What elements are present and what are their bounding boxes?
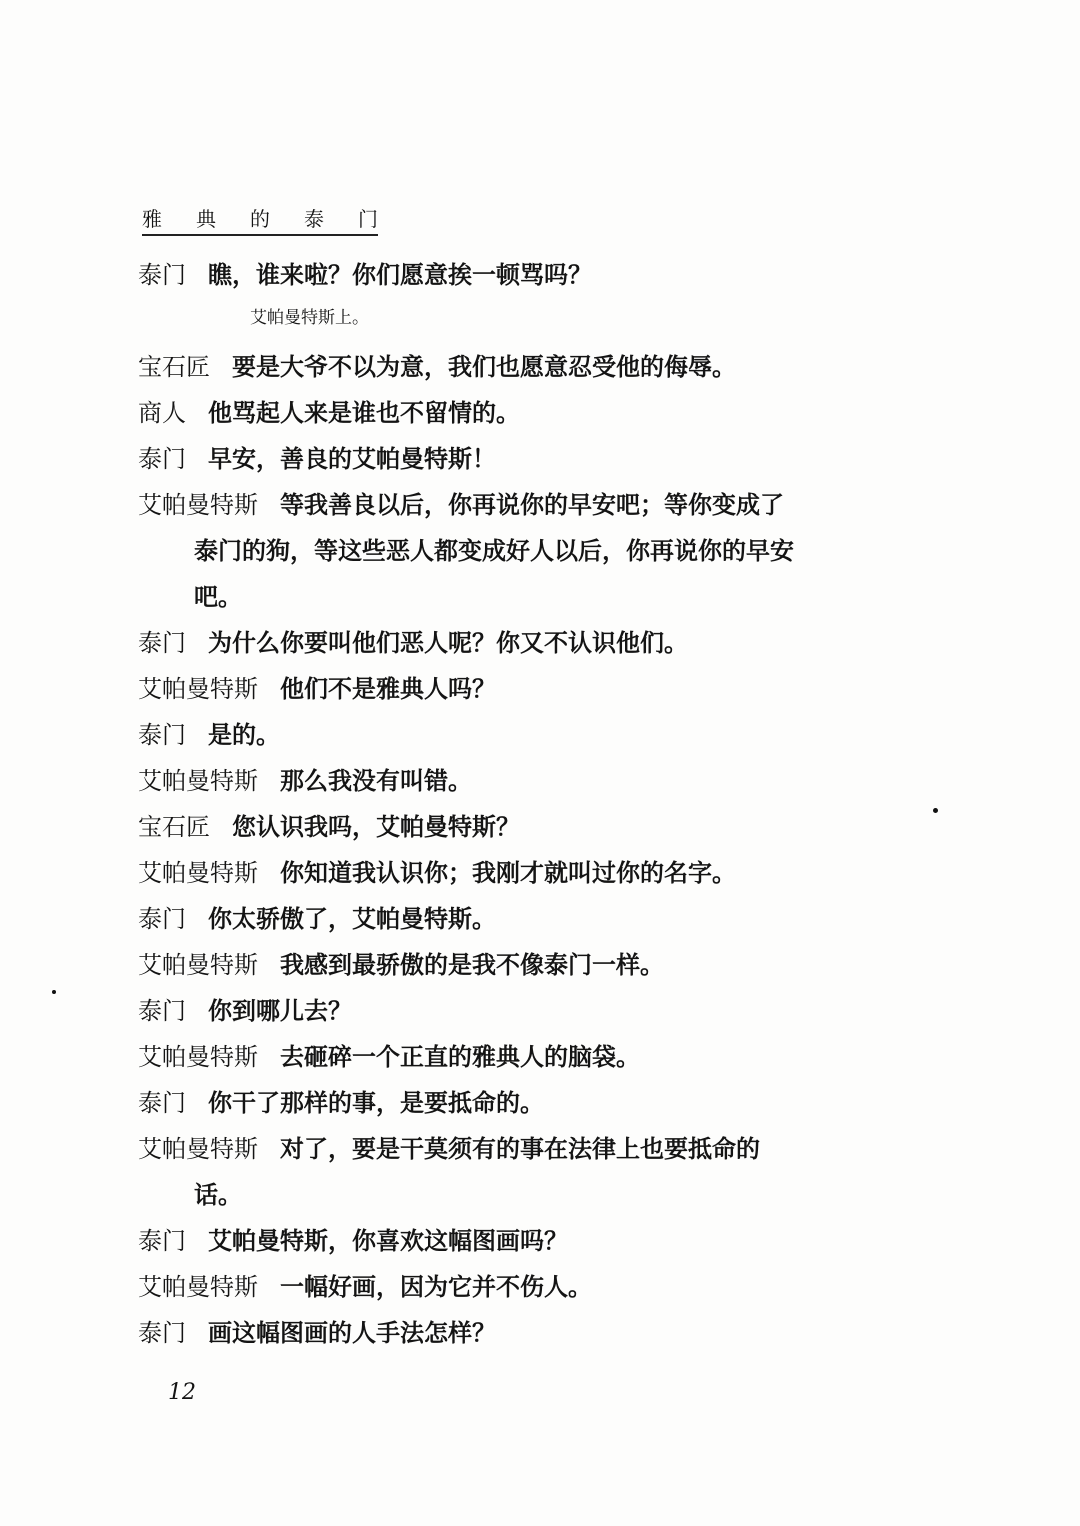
speech-continuation [138,528,858,574]
speaker-name: 泰门 [138,905,186,933]
running-head-char: 的 [250,207,270,231]
speaker-name: 宝石匠 [138,813,210,841]
running-head-char: 雅 [142,207,162,231]
speech-text: 他骂起人来是谁也不留情的。 [208,398,520,427]
speech-text: 要是大爷不以为意，我们也愿意忍受他的侮辱。 [232,352,736,381]
speaker-name: 艾帕曼特斯 [138,1273,258,1301]
speech-text: 您认识我吗，艾帕曼特斯？ [232,812,520,841]
ink-speck [52,990,56,994]
speaker-name: 艾帕曼特斯 [138,767,258,795]
speech-text: 对了，要是干莫须有的事在法律上也要抵命的 [280,1134,760,1163]
speaker-name: 艾帕曼特斯 [138,1043,258,1071]
running-head [142,206,378,236]
dialogue-line [138,712,858,758]
dialogue-line [138,896,858,942]
speech-continuation [138,1172,858,1218]
speaker-name: 泰门 [138,721,186,749]
speaker-name: 艾帕曼特斯 [138,1135,258,1163]
speech-text: 你太骄傲了，艾帕曼特斯。 [208,904,496,933]
dialogue-line [138,1264,858,1310]
dialogue-line [138,942,858,988]
stage-direction: 艾帕曼特斯上。 [250,308,369,328]
speech-text: 话。 [194,1180,242,1209]
running-head-char: 典 [196,207,216,231]
speech-text: 泰门的狗，等这些恶人都变成好人以后，你再说你的早安 [194,536,794,565]
speaker-name: 艾帕曼特斯 [138,491,258,519]
speaker-name: 泰门 [138,261,186,289]
dialogue-line [138,666,858,712]
speech-text: 我感到最骄傲的是我不像泰门一样。 [280,950,664,979]
dialogue-line [138,804,858,850]
speech-text: 等我善良以后，你再说你的早安吧；等你变成了 [280,490,784,519]
speech-text: 是的。 [208,720,280,749]
speaker-name: 泰门 [138,445,186,473]
speaker-name: 泰门 [138,1089,186,1117]
dialogue-line [138,482,858,528]
speaker-name: 艾帕曼特斯 [138,859,258,887]
speech-continuation [138,574,858,620]
speech-text: 他们不是雅典人吗？ [280,674,496,703]
dialogue-line [138,1310,858,1356]
speech-text: 为什么你要叫他们恶人呢？你又不认识他们。 [208,628,688,657]
speech-text: 你到哪儿去？ [208,996,352,1025]
dialogue-line [138,1080,858,1126]
speech-text: 早安，善良的艾帕曼特斯！ [208,444,496,473]
speech-text: 你知道我认识你；我刚才就叫过你的名字。 [280,858,736,887]
speaker-name: 泰门 [138,629,186,657]
speech-text: 一幅好画，因为它并不伤人。 [280,1272,592,1301]
dialogue-line [138,390,858,436]
speaker-name: 艾帕曼特斯 [138,951,258,979]
speech-text: 吧。 [194,582,242,611]
dialogue-line [138,1218,858,1264]
running-head-char: 门 [358,207,378,231]
ink-speck [933,808,938,813]
speech-text: 瞧，谁来啦？你们愿意挨一顿骂吗？ [208,260,592,289]
dialogue-line [138,988,858,1034]
speech-text: 你干了那样的事，是要抵命的。 [208,1088,544,1117]
speaker-name: 泰门 [138,997,186,1025]
speech-text: 艾帕曼特斯，你喜欢这幅图画吗？ [208,1226,568,1255]
dialogue-line [138,252,858,298]
dialogue-line [138,436,858,482]
dialogue-line [138,758,858,804]
dialogue-line [138,1034,858,1080]
speaker-name: 泰门 [138,1227,186,1255]
dialogue-line [138,1126,858,1172]
speech-text: 画这幅图画的人手法怎样？ [208,1318,496,1347]
speech-text: 去砸碎一个正直的雅典人的脑袋。 [280,1042,640,1071]
running-head-char: 泰 [304,207,324,231]
speaker-name: 商人 [138,399,186,427]
play-text [138,252,858,1356]
dialogue-line [138,344,858,390]
speech-text: 那么我没有叫错。 [280,766,472,795]
dialogue-line [138,850,858,896]
speaker-name: 宝石匠 [138,353,210,381]
speaker-name: 艾帕曼特斯 [138,675,258,703]
speaker-name: 泰门 [138,1319,186,1347]
page-number: 12 [168,1380,196,1405]
dialogue-line [138,620,858,666]
